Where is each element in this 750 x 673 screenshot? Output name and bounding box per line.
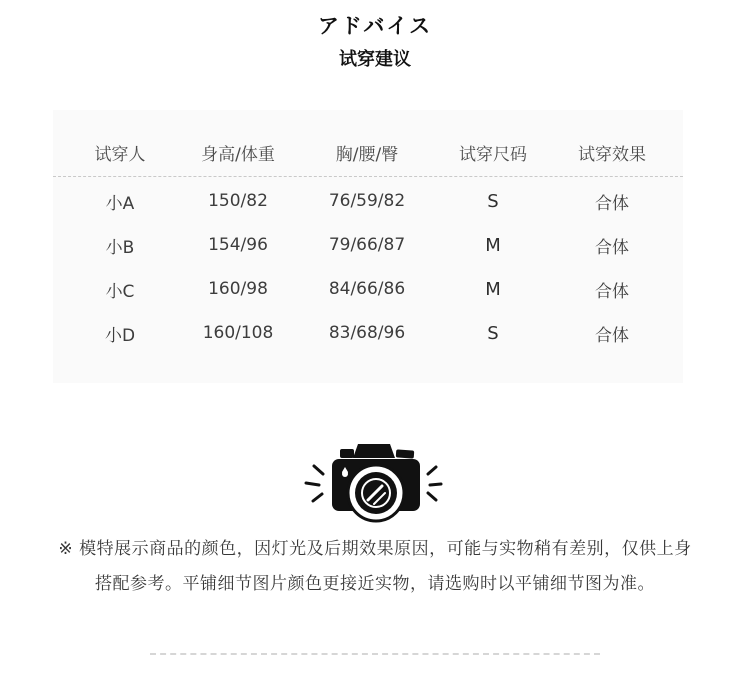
cell-size: M: [485, 234, 501, 256]
cell-tester: 小B: [105, 237, 135, 258]
cell-fit-result: 合体: [595, 325, 629, 346]
cell-fit-result: 合体: [595, 281, 629, 302]
page-subtitle: 试穿建议: [339, 49, 411, 70]
cell-tester: 小D: [104, 325, 136, 346]
camera-illustration: [0, 436, 750, 528]
cell-fit-result: 合体: [595, 237, 629, 258]
cell-tester: 小A: [105, 193, 135, 214]
table-row: [53, 267, 683, 311]
header-tester: 试穿人: [94, 145, 146, 165]
cell-measurements: 79/66/87: [328, 235, 406, 255]
header-bust-waist-hip: 胸/腰/臀: [335, 145, 399, 165]
cell-measurements: 84/66/86: [328, 279, 406, 299]
disclaimer-text: [0, 532, 750, 602]
cell-size: S: [487, 190, 499, 212]
disclaimer-line-1: ※ 模特展示商品的颜色，因灯光及后期效果原因，可能与实物稍有差别，仅供上身: [58, 539, 692, 559]
header-height-weight: 身高/体重: [201, 145, 275, 165]
table-row: [53, 179, 683, 223]
cell-height-weight: 154/96: [208, 235, 268, 255]
cell-size: S: [487, 322, 499, 344]
table-row: [53, 311, 683, 355]
fitting-table-panel: [53, 110, 683, 383]
table-row: [53, 223, 683, 267]
cell-height-weight: 150/82: [208, 191, 268, 211]
cell-height-weight: 160/98: [208, 279, 268, 299]
cell-measurements: 83/68/96: [328, 323, 406, 343]
cell-height-weight: 160/108: [202, 323, 274, 343]
disclaimer-line-2: 搭配参考。平铺细节图片颜色更接近实物，请选购时以平铺细节图为准。: [95, 574, 655, 594]
header-size-tried: 试穿尺码: [459, 145, 527, 165]
bottom-dashed-divider: [150, 653, 600, 655]
table-body: [53, 177, 683, 355]
page-title: アドバイス: [317, 14, 433, 38]
table-header-row: [53, 110, 683, 177]
cell-measurements: 76/59/82: [328, 191, 406, 211]
cell-fit-result: 合体: [595, 193, 629, 214]
header-fit-result: 试穿效果: [578, 145, 646, 165]
cell-tester: 小C: [105, 281, 135, 302]
camera-icon: [290, 436, 460, 528]
cell-size: M: [485, 278, 501, 300]
